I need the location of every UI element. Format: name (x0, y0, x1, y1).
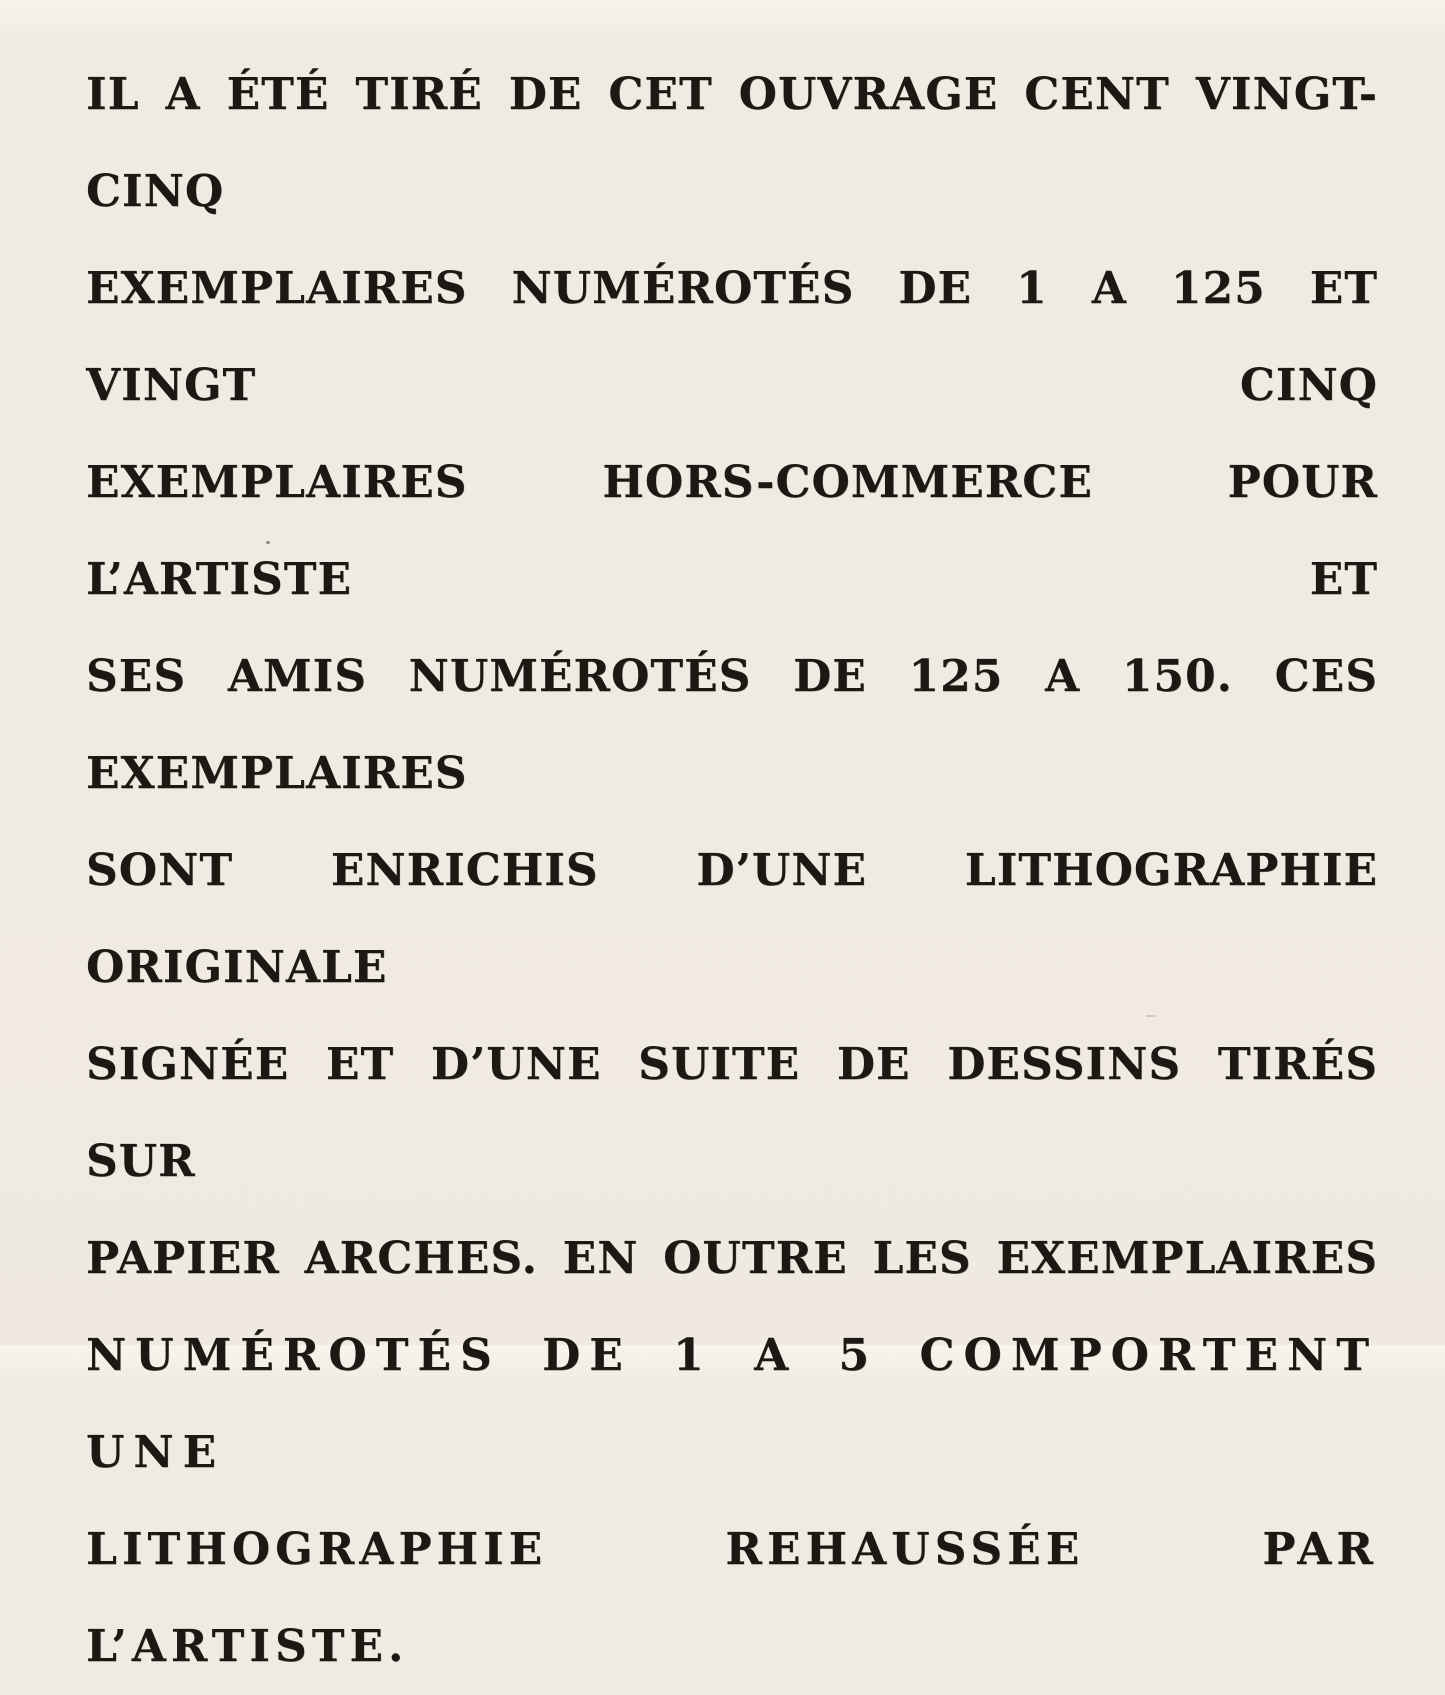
paper-speck (266, 541, 270, 544)
colophon-line-7: PAPIER ARCHES. EN OUTRE LES EXEMPLAIRES (86, 1233, 1378, 1284)
colophon-line-3: EXEMPLAIRES HORS-COMMERCE POUR L’ARTISTE ET (86, 457, 1378, 605)
colophon-text-block (86, 46, 1378, 1695)
colophon-line-4: SES AMIS NUMÉROTÉS DE 125 A 150. CES EXEMPLAIRES (86, 651, 1378, 799)
colophon-line-6: SIGNÉE ET D’UNE SUITE DE DESSINS TIRÉS SUR (86, 1039, 1378, 1187)
paper-speck (1146, 1015, 1155, 1017)
colophon-line-5: SONT ENRICHIS D’UNE LITHOGRAPHIE ORIGINALE (86, 845, 1378, 993)
colophon-line-8: NUMÉROTÉS DE 1 A 5 COMPORTENT UNE (86, 1330, 1378, 1478)
colophon-line-9: LITHOGRAPHIE REHAUSSÉE PAR L’ARTISTE. (86, 1524, 1378, 1672)
colophon-line-1: IL A ÉTÉ TIRÉ DE CET OUVRAGE CENT VINGT-CINQ (86, 69, 1378, 217)
colophon-line-2: EXEMPLAIRES NUMÉROTÉS DE 1 A 125 ET VINGT CINQ (86, 263, 1378, 411)
